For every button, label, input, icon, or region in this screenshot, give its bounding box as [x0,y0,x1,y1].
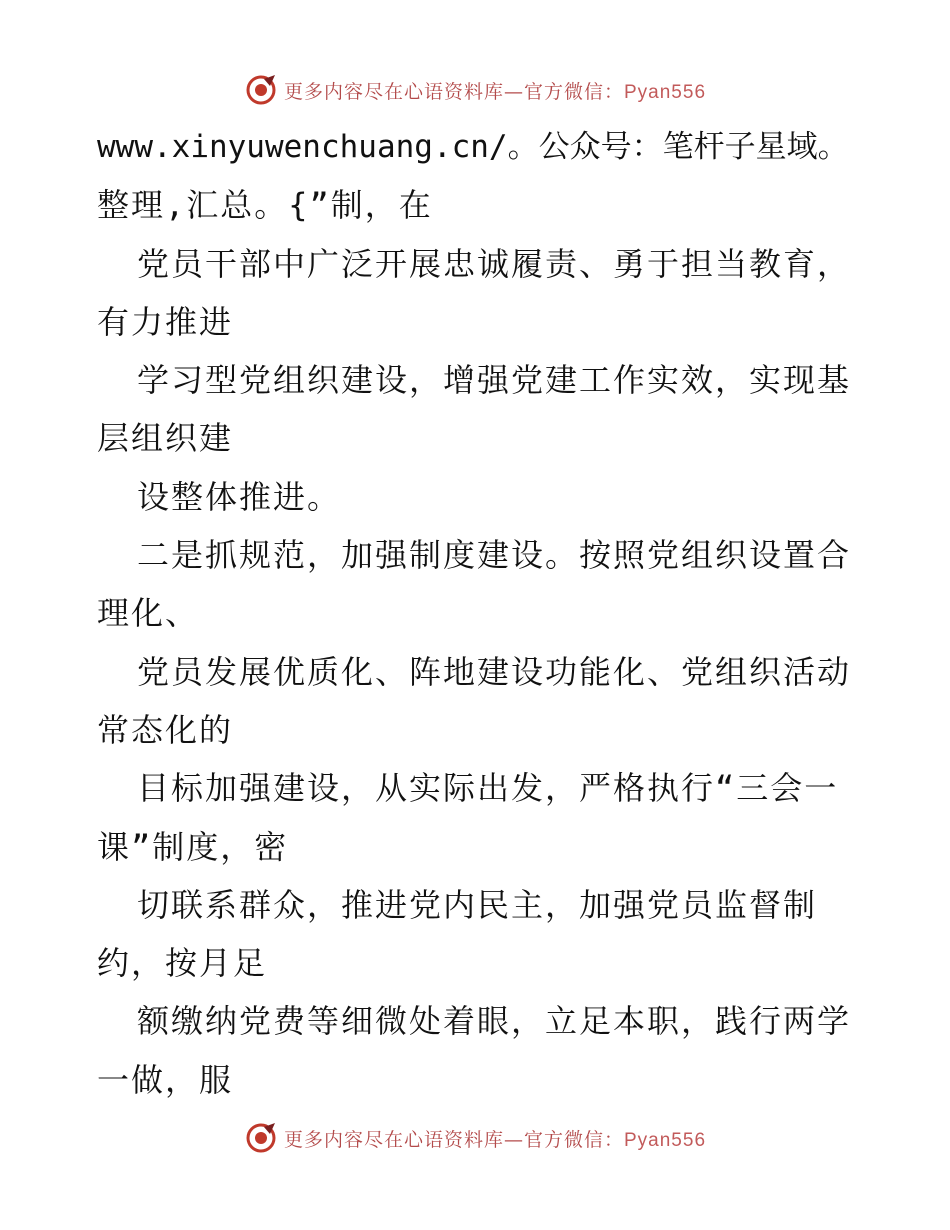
header-banner-inner [244,73,706,107]
footer-banner [0,1118,950,1158]
document-body [97,118,877,1109]
body-line: 约，按月足 [97,944,268,983]
brush-logo-icon [244,1121,278,1155]
footer-banner-label: 更多内容尽在心语资料库—官方微信： [283,1128,624,1151]
body-line: 一做，服 [97,1060,234,1099]
body-line: 整理,汇总。{”制，在 [97,186,433,225]
header-banner-label: 更多内容尽在心语资料库—官方微信： [283,80,624,103]
body-line: 目标加强建设，从实际出发，严格执行“三会一 [137,769,839,808]
header-banner-wechat: Pyan556 [624,81,707,103]
header-banner-text [284,77,706,104]
footer-banner-wechat: Pyan556 [624,1129,707,1151]
body-line: 常态化的 [97,710,234,749]
header-banner [0,70,950,110]
body-line: 额缴纳党费等细微处着眼，立足本职，践行两学 [137,1002,852,1041]
body-line: 二是抓规范，加强制度建设。按照党组织设置合 [137,536,852,575]
body-line: 党员干部中广泛开展忠诚履责、勇于担当教育， [137,244,852,283]
footer-banner-inner [244,1121,706,1155]
body-line: 有力推进 [97,302,234,341]
brush-logo-icon [244,73,278,107]
body-line: 学习型党组织建设，增强党建工作实效，实现基 [137,361,852,400]
body-line: 切联系群众，推进党内民主，加强党员监督制 [137,885,818,924]
body-line: 设整体推进。 [137,477,342,516]
body-line: 党员发展优质化、阵地建设功能化、党组织活动 [137,652,852,691]
body-line: 理化、 [97,594,200,633]
footer-banner-text [284,1125,706,1152]
body-line: 课”制度，密 [97,827,289,866]
body-line: www.xinyuwenchuang.cn/。公众号：笔杆子星域。 [97,129,849,165]
body-line: 层组织建 [97,419,234,458]
